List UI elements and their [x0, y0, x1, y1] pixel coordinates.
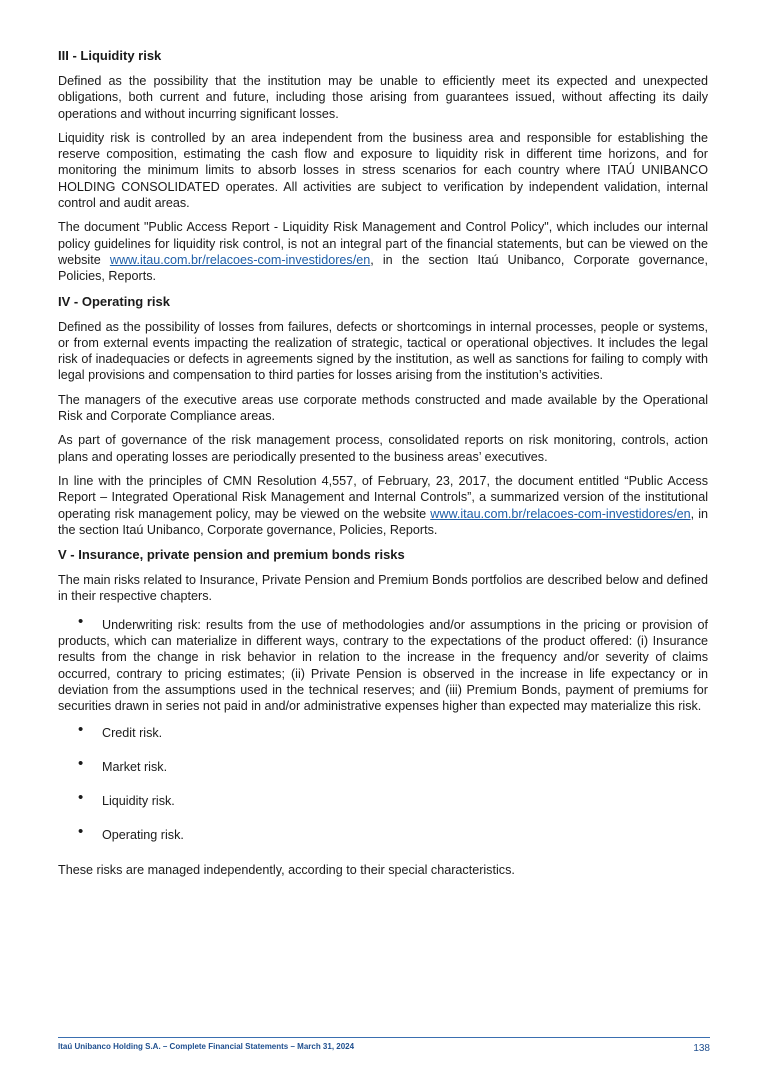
list-item [58, 754, 708, 775]
list-item [58, 789, 708, 809]
list-item [58, 720, 708, 741]
investor-relations-link[interactable]: www.itau.com.br/relacoes-com-investidores/en [109, 252, 371, 267]
paragraph: These risks are managed independently, according to their special characteristics. [58, 862, 515, 877]
list-item [58, 823, 708, 843]
paragraph-text: The document "Public Access Report - Liquidity Risk Management and Control Policy", which includes our internal policy guidelines for liquidity risk control, is not an integral part of the financial statements, but can be viewed on the website [58, 220, 708, 267]
document-body [58, 47, 708, 886]
paragraph: As part of governance of the risk management process, consolidated reports on risk monitoring, controls, action plans and operating losses are periodically presented to the business areas’ executives. [58, 433, 708, 464]
investor-relations-link[interactable]: www.itau.com.br/relacoes-com-investidores/en [430, 506, 691, 521]
heading-insurance-risk: V - Insurance, private pension and premium bonds risks [58, 547, 405, 563]
paragraph [58, 219, 708, 284]
bullet-icon: • [78, 754, 84, 772]
list-item-text: Underwriting risk: results from the use of methodologies and/or assumptions in the pricing or provision of products, which can materialize in different ways, contrary to the expectations of the product offered: (i) Insurance results from the change in risk behavior in relation to the increase in the frequency and/or severity of claims occurred, contrary to pricing estimates; (ii) Private Pension is observed in the increase in life expectancy or in deviation from the assumptions used in the technical reserves; and (iii) Premium Bonds, payment of premiums for securities drawn in series not paid in and/or administrative expenses higher than expected may materialize this risk. [58, 617, 708, 714]
paragraph [58, 473, 708, 538]
paragraph: The managers of the executive areas use corporate methods constructed and made available by the Operational Risk and Corporate Compliance areas. [58, 392, 708, 424]
list-item-text: Credit risk. [102, 725, 163, 740]
paragraph: The main risks related to Insurance, Private Pension and Premium Bonds portfolios are described below and defined in their respective chapters. [58, 573, 708, 604]
page-footer [58, 1037, 710, 1059]
paragraph-text: , in the section Itaú Unibanco, Corporate governance, Policies, Reports. [58, 506, 708, 537]
footer-text: Itaú Unibanco Holding S.A. – Complete Financial Statements – March 31, 2024 [58, 1042, 355, 1051]
list-item [58, 612, 708, 715]
heading-liquidity-risk: III - Liquidity risk [58, 48, 162, 63]
heading-operating-risk: IV - Operating risk [58, 293, 170, 309]
page-number: 138 [693, 1043, 710, 1054]
list-item-text: Operating risk. [102, 828, 184, 843]
list-item-text: Liquidity risk. [102, 794, 175, 809]
list-item-text: Market risk. [102, 759, 168, 774]
paragraph: Defined as the possibility of losses from failures, defects or shortcomings in internal processes, people or systems, or from external events impacting the realization of strategic, tactical or operational objectives. It includes the legal risk of inadequacies or defects in agreements signed by the institution, as well as sanctions for failing to comply with legal provisions and compensation to third parties for losses arising from the institution’s activities. [58, 319, 708, 383]
risk-bullet-list [58, 612, 708, 844]
paragraph-text: In line with the principles of CMN Resolution 4,557, of February, 23, 2017, the document entitled “Public Access Report – Integrated Operational Risk Management and Internal Controls”, a summarized version of the institutional operating risk management policy, may be viewed on the website [58, 473, 708, 521]
bullet-icon: • [78, 720, 84, 738]
bullet-icon: • [78, 823, 84, 841]
paragraph-text: , in the section Itaú Unibanco, Corporate governance, Policies, Reports. [58, 252, 708, 284]
bullet-icon: • [78, 612, 84, 630]
paragraph: Liquidity risk is controlled by an area independent from the business area and responsible for establishing the reserve composition, estimating the cash flow and exposure to liquidity risk in different time horizons, and for monitoring the minimum limits to absorb losses in stress scenarios for each country where ITAÚ UNIBANCO HOLDING CONSOLIDATED operates. All activities are subject to verification by independent validation, internal control and audit areas. [58, 130, 708, 211]
paragraph: Defined as the possibility that the institution may be unable to efficiently meet its expected and unexpected obligations, both current and future, including those arising from guarantees issued, without affecting its daily operations and without incurring significant losses. [58, 74, 708, 121]
bullet-icon: • [78, 789, 84, 807]
